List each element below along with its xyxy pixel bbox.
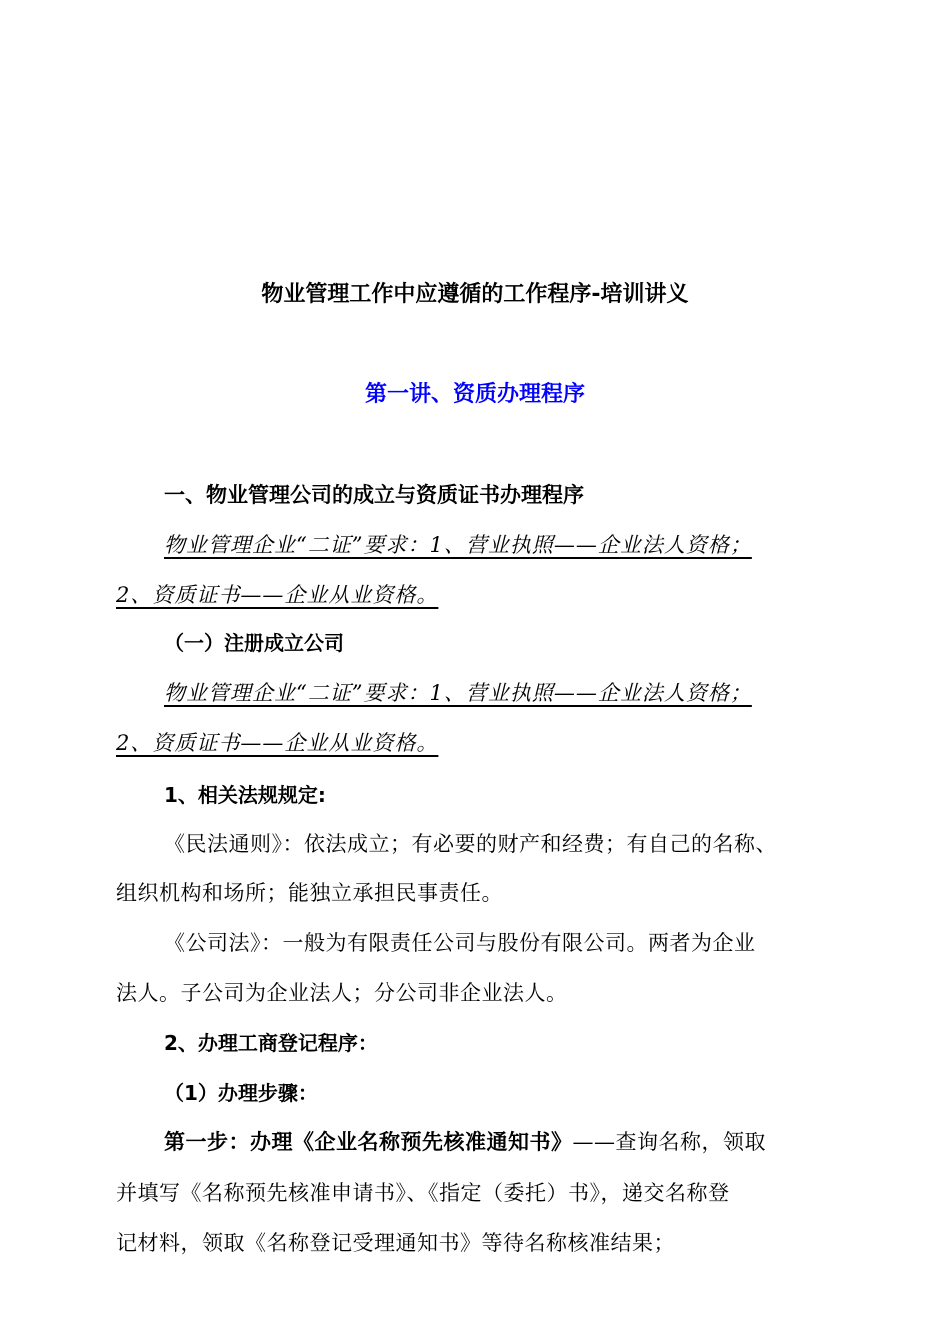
requirement-note-line: 物业管理企业“二证”要求：1、营业执照——企业法人资格； <box>164 681 752 705</box>
paragraph-line: 记材料，领取《名称登记受理通知书》等待名称核准结果； <box>116 1231 675 1255</box>
paragraph-line: 《公司法》：一般为有限责任公司与股份有限公司。两者为企业 <box>164 931 756 955</box>
paragraph-line: 并填写《名称预先核准申请书》、《指定（委托）书》，递交名称登 <box>116 1181 730 1205</box>
requirement-note-line: 物业管理企业“二证”要求：1、营业执照——企业法人资格； <box>164 533 752 557</box>
paragraph-line: 《民法通则》：依法成立；有必要的财产和经费；有自己的名称、 <box>164 832 777 856</box>
steps-heading: （1）办理步骤： <box>164 1081 318 1105</box>
document-title: 物业管理工作中应遵循的工作程序-培训讲义 <box>261 282 689 307</box>
paragraph-line: 法人。子公司为企业法人；分公司非企业法人。 <box>116 981 568 1005</box>
requirement-note-line: 2、资质证书——企业从业资格。 <box>116 583 439 607</box>
section-heading: 一、物业管理公司的成立与资质证书办理程序 <box>164 483 584 507</box>
step-text: ——查询名称，领取 <box>572 1130 766 1154</box>
item-heading: 1、相关法规规定: <box>164 783 326 807</box>
requirement-note-line: 2、资质证书——企业从业资格。 <box>116 731 439 755</box>
lecture-title: 第一讲、资质办理程序 <box>364 382 585 407</box>
step-label: 第一步：办理《企业名称预先核准通知书》 <box>164 1130 573 1154</box>
paragraph-line <box>164 1132 766 1153</box>
paragraph-line: 组织机构和场所；能独立承担民事责任。 <box>116 881 503 905</box>
item-heading: 2、办理工商登记程序： <box>164 1031 378 1055</box>
subsection-heading: （一）注册成立公司 <box>164 631 344 655</box>
